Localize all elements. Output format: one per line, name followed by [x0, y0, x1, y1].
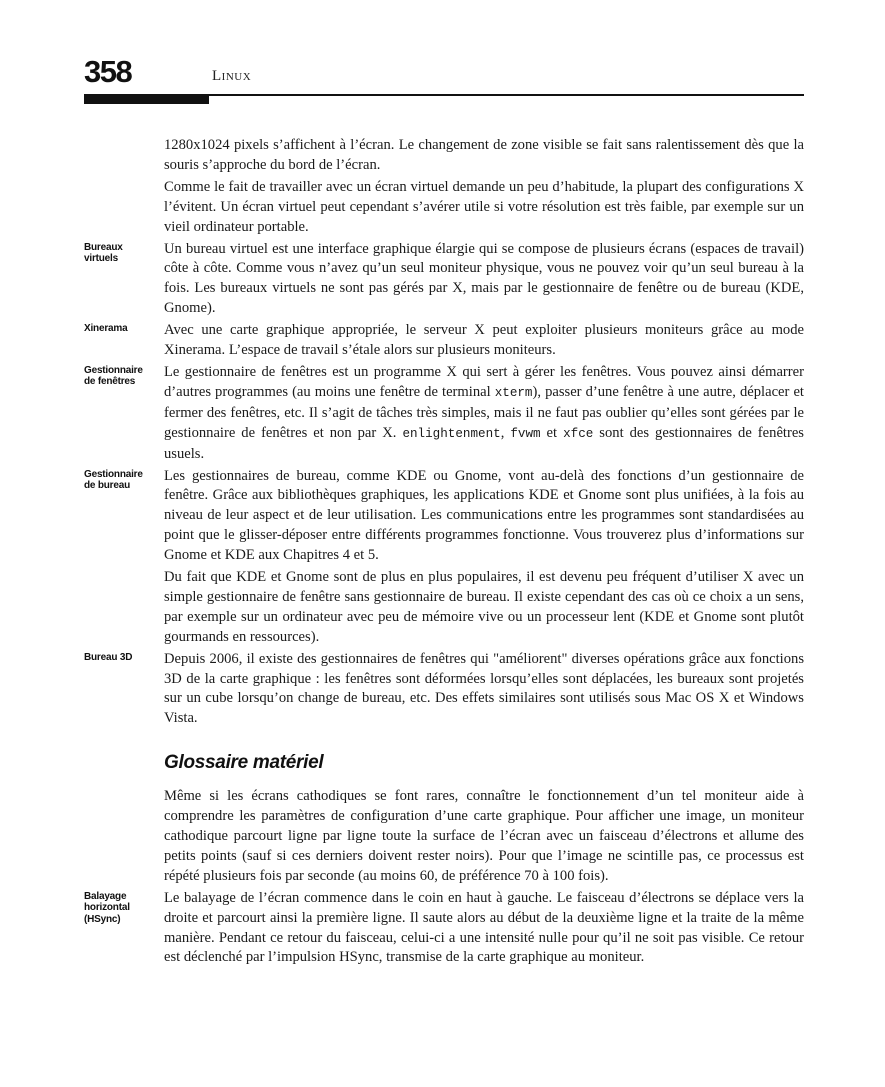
section-heading: Glossaire matériel — [164, 752, 324, 774]
paragraph-text: sont des gestionnaires de fenêtres usuels. — [164, 424, 804, 462]
inline-code: enlightenment — [402, 426, 501, 441]
page-number: 358 — [84, 54, 132, 89]
paragraph: Avec une carte graphique appropriée, le serveur X peut exploiter plusieurs moniteurs grâce au mode Xinerama. L’espace de travail s’étale alors sur plusieurs moniteurs. — [164, 322, 804, 359]
running-head: Linux — [212, 68, 252, 84]
margin-note: Balayage horizontal (HSync) — [84, 890, 130, 925]
inline-code: xfce — [563, 426, 594, 441]
paragraph-block — [84, 889, 804, 969]
paragraph-block — [84, 467, 804, 567]
paragraph: Depuis 2006, il existe des gestionnaires de fenêtres qui "améliorent" diverses opérations grâce aux fonctions 3D de la carte graphique : les fenêtres sont déformées lorsqu’elles sont déplacées, les bureaux sont projetés sur un cube lorsqu’on change de bureau, etc. Des effets similaires sont utilisés sous Mac OS X et Windows Vista. — [164, 650, 804, 727]
paragraph: Le balayage de l’écran commence dans le coin en haut à gauche. Le faisceau d’électrons se déplace vers la droite et parcourt ainsi la première ligne. Il saute alors au début de la deuxième ligne et la traite de la même manière. Pendant ce retour du faisceau, celui-ci a une intensité nulle pour qu’il ne soit pas visible. Ce retour est déclenché par l’impulsion HSync, transmise de la carte graphique au moniteur. — [164, 889, 804, 966]
paragraph-block — [84, 363, 804, 465]
paragraph: 1280x1024 pixels s’affichent à l’écran. Le changement de zone visible se fait sans ralentissement dès que la souris s’approche du bord de l’écran. — [164, 137, 804, 173]
paragraph: Les gestionnaires de bureau, comme KDE ou Gnome, vont au-delà des fonctions d’un gestionnaire de fenêtre. Grâce aux bibliothèques graphiques, les applications KDE et Gnome sont plus unifiées, à la fois au niveau de leur aspect et de leur utilisation. Les communications entre les programmes sont standardisées au point que le glisser-déposer entre différents programmes fonctionne. Vous trouverez plus d’informations sur Gnome et KDE aux Chapitres 4 et 5. — [164, 467, 804, 564]
page-header — [84, 52, 804, 104]
paragraph-block — [84, 240, 804, 320]
inline-code: fvwm — [510, 426, 541, 441]
paragraph: Du fait que KDE et Gnome sont de plus en plus populaires, il est devenu peu fréquent d’utiliser X avec un simple gestionnaire de fenêtre sans gestionnaire de bureau. Il existe cependant des cas où ce choix a un sens, par exemple sur un ordinateur avec peu de mémoire vive ou un processeur lent (KDE et Gnome sont plutôt gourmands en ressources). — [164, 569, 804, 645]
margin-note: Bureaux virtuels — [84, 241, 123, 265]
paragraph-text: , — [500, 424, 511, 441]
header-rule-accent — [84, 95, 209, 104]
paragraph: Comme le fait de travailler avec un écran virtuel demande un peu d’habitude, la plupart des configurations X l’évitent. Un écran virtuel peut cependant s’avérer utile si votre résolution est très faible, par exemple sur un vieil ordinateur portable. — [164, 178, 804, 235]
margin-note: Xinerama — [84, 323, 128, 335]
inline-code: xterm — [494, 385, 533, 400]
paragraph-text: et — [540, 424, 564, 441]
paragraph-text: ), passer d’une fenêtre à une autre, déplacer et fermer des fenêtres, etc. Il s’agit de tâches très simples, mais il ne faut pas oublier qu’elles sont gérées par le gestionnaire de fenêtres et non par X. — [164, 383, 804, 441]
paragraph-block — [84, 321, 804, 361]
margin-note: Gestionnaire de fenêtres — [84, 364, 143, 388]
margin-note: Gestionnaire de bureau — [84, 468, 143, 491]
paragraph: Même si les écrans cathodiques se font rares, connaître le fonctionnement d’un tel moniteur aide à comprendre les paramètres de configuration d’une carte graphique. Pour afficher une image, un moniteur cathodique parcourt ligne par ligne toute la surface de l’écran avec un faisceau d’électrons et allume des petits points (sauf si ces derniers doivent rester noirs). Pour que l’image ne scintille pas, ce processus est répété plusieurs fois par seconde (au moins 60, de préférence 70 à 100 fois). — [164, 788, 804, 884]
paragraph-text: Le gestionnaire de fenêtres est un programme X qui sert à gérer les fenêtres. Vous pouvez ainsi démarrer d’autres programmes (au moins une fenêtre de terminal — [164, 363, 804, 400]
paragraph-block — [84, 650, 804, 730]
margin-note: Bureau 3D — [84, 651, 133, 663]
paragraph: Un bureau virtuel est une interface graphique élargie qui se compose de plusieurs écrans (espaces de travail) côte à côte. Comme vous n’avez qu’un seul moniteur physique, vous ne pouvez voir qu’un seul bureau à la fois. Les bureaux virtuels ne sont pas gérés par X, mais par le gestionnaire de fenêtre ou de bureau (KDE, Gnome). — [164, 240, 804, 317]
body-text — [84, 136, 804, 970]
